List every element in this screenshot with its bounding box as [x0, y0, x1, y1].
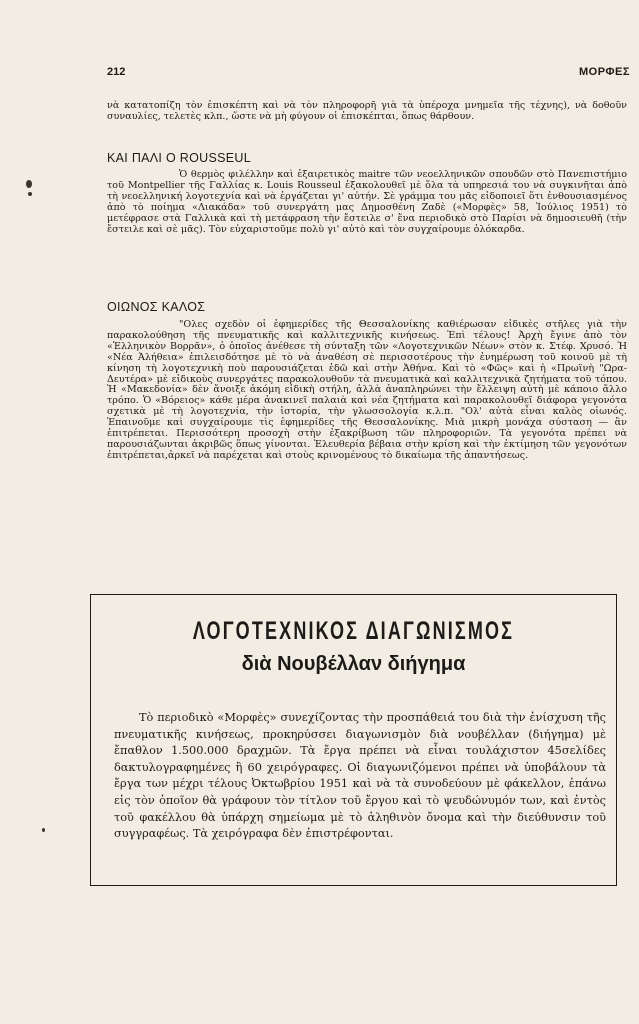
intro-text: νὰ κατατοπίζη τὸν ἐπισκέπτη καὶ νὰ τὸν πληροφορῆ γιὰ τὰ ὑπέροχα μνημεῖα τῆς τέχνης), νὰ δοθοῦν συναυλίες, τελετὲς κλπ., ὥστε νὰ μὴ φύγουν οἱ ἐπισκέπται, ὅπως θάρθουν. — [107, 100, 627, 122]
rousseul-text: Ὁ θερμὸς φιλέλλην καὶ ἐξαιρετικὸς maitre τῶν νεοελληνικῶν σπουδῶν στὸ Πανεπιστήμιο τοῦ Montpellier τῆς Γαλλίας κ. Louis Rousseul ἐξακολουθεῖ μὲ ὅλα τὰ υπηρεσιά του νὰ συγκινῆται ἀπὸ τὴ νεοελληνική λογοτεχνία καὶ νὰ ἐργάζεται γι' αὐτήν. Σὲ γράμμα του μᾶς εἰδοποιεῖ ὅτι ἐνθουσιασμένος ἀπὸ τὸ ποίημα «Λιακάδα» τοῦ συνεργάτη μας Δημοσθένη Ζαδὲ («Μορφὲς» 58, Ἰούλιος 1951) τὸ μετέφρασε στὰ Γαλλικὰ καὶ τὴ μετάφραση τὴν ἔστειλε σ' ἕνα περιοδικὸ στὸ Παρίσι νὰ δημοσιευθῆ (τὴν ἔστειλε καὶ σὲ μᾶς). Τὸν εὐχαριστοῦμε πολὺ γι' αὐτὸ καὶ τὸν συγχαίρουμε ὁλόκαρδα. — [107, 169, 627, 235]
journal-title: ΜΟΡΦΕΣ — [578, 66, 630, 78]
section-body-rousseul — [107, 170, 627, 235]
ink-spot — [42, 828, 45, 832]
contest-subtitle: διὰ Νουβέλλαν διήγημα — [241, 653, 466, 675]
contest-announcement — [90, 594, 617, 886]
page-number: 212 — [107, 66, 126, 78]
oionos-text: "Ολες σχεδὸν οἱ ἐφημερίδες τῆς Θεσσαλονίκης καθιέρωσαν εἰδικὲς στῆλες γιὰ τὴν παρακολούθηση τῆς πνευματικῆς καὶ καλλιτεχνικῆς κινήσεως. Ἐπὶ τέλους! Ἀρχὴ ἔγινε ἀπὸ τὸν «Ἑλληνικὸν Βορρᾶν», ὁ ὁποῖος ἀνέθεσε τὴ σύνταξη τῶν «Λογοτεχνικῶν Νέων» στὸν κ. Στέφ. Χρυσό. Ἡ «Νέα Ἀλήθεια» ἐπιλεισδότησε μὲ τὸ νὰ ἀναθέση σὲ περισσοτέρους τὴν ἐνημέρωση τοῦ κοινοῦ μὲ τὴ κίνηση τὴ λογοτεχνικὴ ποὺ παρουσιάζεται ἐδῶ καὶ στὴν Ἀθήνα. Καὶ τὸ «Φῶς» καὶ ἡ «Πρωϊνὴ "Ωρα-Δευτέρα» μὲ εἰδικοὺς συνεργάτες παρακολουθοῦν τὰ πνευματικὰ καὶ καλλιτεχνικὰ ζητήματα τοῦ τόπου. Ἡ «Μακεδονία» δὲν ἄνοιξε ἀκόμη εἰδικὴ στήλη, ἀλλὰ ἀναπληρώνει τὴν ἔλλειψη αὐτὴ μὲ κάποιο ἄλλο τρόπο. Ὁ «Βόρειος» κάθε μέρα ἀνακινεῖ παλαιὰ καὶ νέα ζητήματα καὶ παρακολουθεῖ διάφορα γεγονότα σχετικὰ μὲ τὴ λογοτεχνία, τὴν ἱστορία, τὴν γλωσσολογία κ.λ.π. "Ολ' αὐτὰ εἶναι καλὸς οἰωνός. Ἐπαινοῦμε καὶ συγχαίρουμε τὶς ἐφημερίδες τῆς Θεσσαλονίκης. Μιὰ μικρὴ μονάχα σύσταση — ἂν ἐπιτρέπεται. Περισσότερη προσοχὴ στὴν ἐξακρίβωση τῶν πληροφοριῶν. Τὰ γεγονότα πρέπει νὰ παρουσιάζωνται ἀκριβῶς ὅπως γίνονται. Ἐλευθερία βέβαια στὴν κρίση καὶ τὴν ἐκτίμηση τῶν γεγονότων ἐπιτρέπεται,ἀρκεῖ νὰ παρέχεται καὶ στοὺς κρινομένους τὸ δικαίωμα τῆς ἀπαντήσεως. — [107, 319, 627, 461]
contest-title: ΛΟΓΟΤΕΧΝΙΚΟΣ ΔΙΑΓΩΝΙΣΜΟΣ — [192, 617, 515, 645]
page-header — [107, 66, 630, 82]
intro-paragraph — [107, 101, 627, 123]
contest-body — [114, 710, 606, 843]
section-title-rousseul: ΚΑΙ ΠΑΛΙ Ο ROUSSEUL — [107, 151, 251, 165]
ink-spot — [26, 180, 32, 188]
section-title-oionos: ΟΙΩΝΟΣ ΚΑΛΟΣ — [107, 300, 206, 314]
ink-spot — [28, 192, 32, 196]
contest-text: Τὸ περιοδικὸ «Μορφὲς» συνεχίζοντας τὴν προσπάθειά του διὰ τὴν ἐνίσχυση τῆς πνευματικῆς κινήσεως, προκηρύσσει διαγωνισμὸν διὰ νουβέλλαν (διήγημα) μὲ ἔπαθλον 1.500.000 δραχμῶν. Τὰ ἔργα πρέπει νὰ εἶναι τουλάχιστον 45σελίδες δακτυλογραφημένες ἢ 60 χειρόγραφες. Οἱ διαγωνιζόμενοι πρέπει νὰ ὑποβάλουν τὰ ἔργα των μέχρι τέλους Ὀκτωβρίου 1951 καὶ νὰ τὰ συνοδεύουν μὲ φάκελλον, ἐπάνω εἰς τὸν ὁποῖον θὰ γράφουν τὸν τίτλον τοῦ ἔργου καὶ τὸ ψευδώνυμόν των, καὶ ἐντὸς τοῦ φακέλλου θὰ ὑπάρχη σημείωμα μὲ τὸ ἀληθινὸν ὄνομα καὶ τὴν διεύθυνσιν τοῦ συγγραφέως. Τὰ χειρόγραφα δὲν ἐπιστρέφονται. — [114, 711, 606, 841]
section-body-oionos — [107, 320, 627, 462]
